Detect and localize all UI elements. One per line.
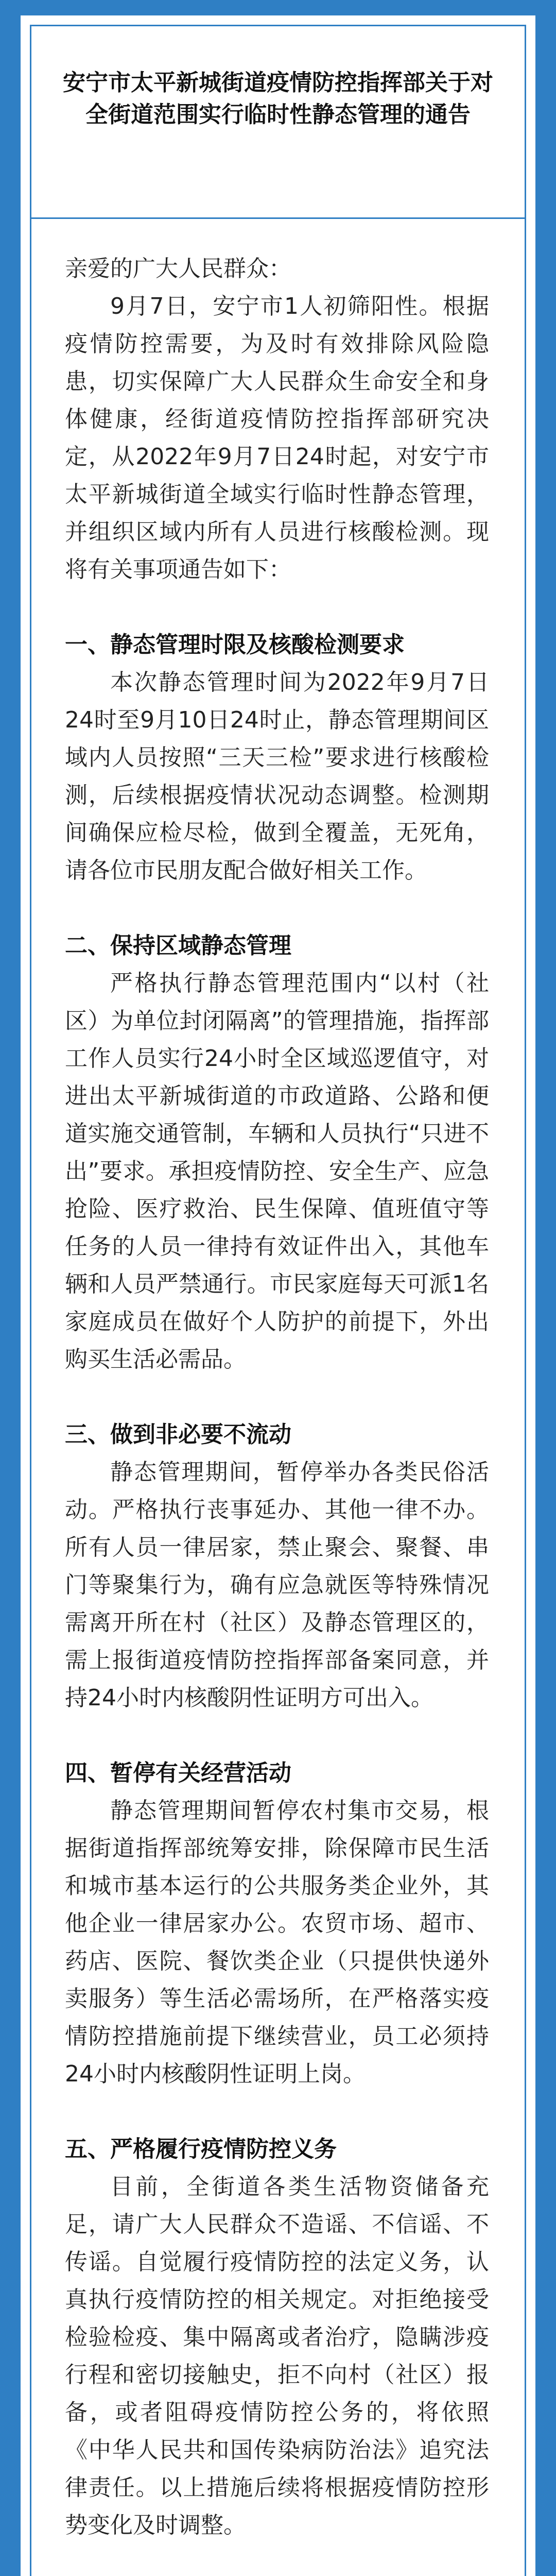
spacer: [65, 1378, 489, 1416]
section-4-heading: 四、暂停有关经营活动: [65, 1760, 291, 1786]
notice-title: [51, 67, 505, 131]
section-5-heading: 五、严格履行疫情防控义务: [65, 2136, 337, 2162]
notice-body: [65, 250, 489, 2544]
section-3-body: 静态管理期间，暂停举办各类民俗活动。严格执行丧事延办、其他一律不办。所有人员一律居家，禁止聚会、聚餐、串门等聚集行为，确有应急就医等特殊情况需离开所在村（社区）及静态管理区的，需上报街道疫情防控指挥部备案同意，并持24小时内核酸阴性证明方可出入。: [65, 1459, 489, 1711]
notice-title-line-2: 全街道范围实行临时性静态管理的通告: [85, 101, 471, 128]
section-3-heading: 三、做到非必要不流动: [65, 1421, 291, 1448]
section-1-body: 本次静态管理时间为2022年9月7日24时至9月10日24时止，静态管理期间区域内人员按照“三天三检”要求进行核酸检测，后续根据疫情状况动态调整。检测期间确保应检尽检，做到全覆盖，无死角，请各位市民朋友配合做好相关工作。: [65, 669, 489, 884]
greeting: 亲爱的广大人民群众：: [65, 256, 291, 282]
section-2-body: 严格执行静态管理范围内“以村（社区）为单位封闭隔离”的管理措施，指挥部工作人员实行24小时全区域巡逻值守，对进出太平新城街道的市政道路、公路和便道实施交通管制，车辆和人员执行“只进不出”要求。承担疫情防控、安全生产、应急抢险、医疗救治、民生保障、值班值守等任务的人员一律持有效证件出入，其他车辆和人员严禁通行。市民家庭每天可派1名家庭成员在做好个人防护的前提下，外出购买生活必需品。: [65, 970, 489, 1372]
notice-sheet: [21, 15, 535, 2576]
spacer: [65, 1717, 489, 1754]
section-2-heading: 二、保持区域静态管理: [65, 933, 291, 959]
spacer: [65, 2093, 489, 2130]
intro-paragraph: 9月7日，安宁市1人初筛阳性。根据疫情防控需要，为及时有效排除风险隐患，切实保障广大人民群众生命安全和身体健康，经街道疫情防控指挥部研究决定，从2022年9月7日24时起，对安宁市太平新城街道全域实行临时性静态管理，并组织区域内所有人员进行核酸检测。现将有关事项通告如下：: [65, 293, 489, 583]
section-4-body: 静态管理期间暂停农村集市交易，根据街道指挥部统筹安排，除保障市民生活和城市基本运行的公共服务类企业外，其他企业一律居家办公。农贸市场、超市、药店、医院、餐饮类企业（只提供快递外卖服务）等生活必需场所，在严格落实疫情防控措施前提下继续营业，员工必须持24小时内核酸阴性证明上岗。: [65, 1798, 489, 2087]
spacer: [65, 588, 489, 626]
title-divider: [30, 217, 526, 219]
spacer: [65, 889, 489, 927]
section-5-body: 目前，全街道各类生活物资储备充足，请广大人民群众不造谣、不信谣、不传谣。自觉履行疫情防控的法定义务，认真执行疫情防控的相关规定。对拒绝接受检验检疫、集中隔离或者治疗，隐瞒涉疫行程和密切接触史，拒不向村（社区）报备，或者阻碍疫情防控公务的，将依照《中华人民共和国传染病防治法》追究法律责任。以上措施后续将根据疫情防控形势变化及时调整。: [65, 2174, 489, 2538]
notice-title-line-1: 安宁市太平新城街道疫情防控指挥部关于对: [63, 70, 493, 96]
section-1-heading: 一、静态管理时限及核酸检测要求: [65, 632, 405, 658]
